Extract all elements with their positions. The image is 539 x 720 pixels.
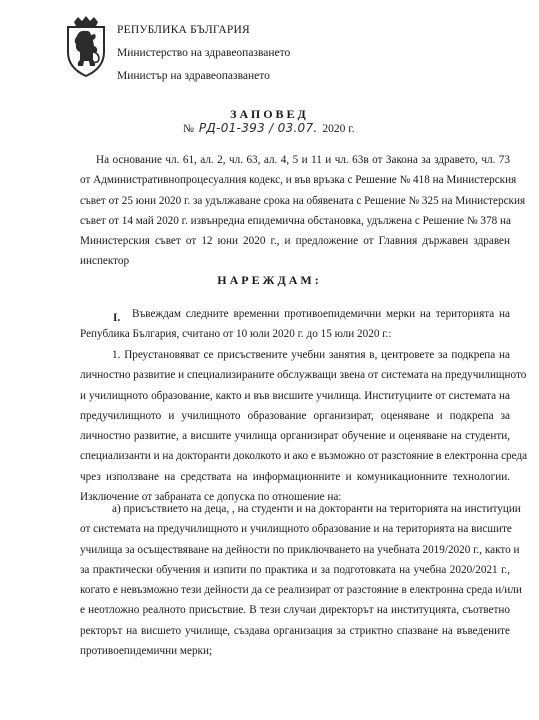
preamble-line: съвет от 14 май 2020 г. извънредна епидемична обстановка, удължена с Решение № 378 на xyxy=(80,214,511,227)
sub-item-line: противоепидемични мерки; xyxy=(80,645,213,658)
item-line: Изключение от забраната се допуска по отношение на: xyxy=(80,491,342,504)
order-number-line xyxy=(183,121,355,135)
decree-heading: НАРЕЖДАМ: xyxy=(217,273,322,287)
order-title: ЗАПОВЕД xyxy=(230,107,309,121)
item-line: 1. Преустановяват се присъствените учебни занятия в, центровете за подкрепа на xyxy=(112,349,510,361)
item-line: личностно развитие и специализираните обслужващи звена от системата на предучилищното xyxy=(80,369,527,382)
ministry-name: Министерство на здравеопазването xyxy=(117,47,291,59)
item-line: личностно развитие, а висшите училища организират обучение и оценяване на студенти, xyxy=(80,430,510,443)
minister-title: Министър на здравеопазването xyxy=(117,70,270,82)
order-year: 2020 г. xyxy=(322,123,355,135)
number-prefix: № xyxy=(183,123,194,135)
sub-item-line: от системата на предучилищното и училищното образование и на територията на висшите xyxy=(80,523,512,536)
coat-of-arms-icon xyxy=(62,16,110,78)
item-line: и училищното образование, както и във висшите училища. Институциите от системата на xyxy=(80,389,510,402)
sub-item-line: а) присъствието на деца, , на студенти и на докторанти на територията на институции xyxy=(112,503,521,515)
item-one xyxy=(80,345,528,507)
item-line: предучилищното и училищното образование организират, оценяване и подкрепа за xyxy=(80,409,510,422)
section-line: Въвеждам следните временни противоепидемични мерки на територията на xyxy=(132,308,510,320)
sub-item-a xyxy=(80,499,522,661)
preamble-line: от Административнопроцесуалния кодекс, и във връзка с Решение № 418 на Министерския xyxy=(80,174,517,187)
preamble-line: Министерския съвет от 12 юни 2020 г., и предложение от Главния държавен здравен xyxy=(80,235,510,248)
preamble-line: На основание чл. 61, ал. 2, чл. 63, ал. 4, 5 и 11 и чл. 63в от Закона за здравето, чл. 73 xyxy=(96,154,510,166)
section-numeral: I. xyxy=(113,312,121,324)
sub-item-line: ректорът на висшето училище, създава организация за стриктно спазване на въведените xyxy=(80,624,510,637)
section-line: Република България, считано от 10 юли 2020 г. до 15 юли 2020 г.: xyxy=(80,328,392,341)
country-name: РЕПУБЛИКА БЪЛГАРИЯ xyxy=(117,24,250,36)
sub-item-line: е неотложно реалното присъствие. В тези случаи директорът на институцията, съответно xyxy=(80,604,510,617)
preamble xyxy=(80,150,526,272)
item-line: специализанти и на докторанти доколкото и ако е възможно от разстояние в електронна среда xyxy=(80,450,528,463)
handwritten-order-number: РД-01-393 / 03.07. xyxy=(198,121,318,135)
section-one xyxy=(80,304,510,345)
preamble-line: инспектор xyxy=(80,255,130,268)
preamble-line: съвет от 25 юни 2020 г. за удължаване срока на обявената с Решение № 325 на Министерския xyxy=(80,194,526,207)
sub-item-line: когато е невъзможно тези дейности да се реализират от разстояние в електронна среда и/или xyxy=(80,584,522,597)
item-line: чрез използване на средствата на информационните и комуникационните технологии. xyxy=(80,470,510,483)
sub-item-line: училища за осъществяване на дейности по приключването на учебната 2019/2020 г., както и xyxy=(80,543,520,556)
sub-item-line: за практически обучения и изпити по практика и за подготовката на учебна 2020/2021 г., xyxy=(80,563,510,576)
